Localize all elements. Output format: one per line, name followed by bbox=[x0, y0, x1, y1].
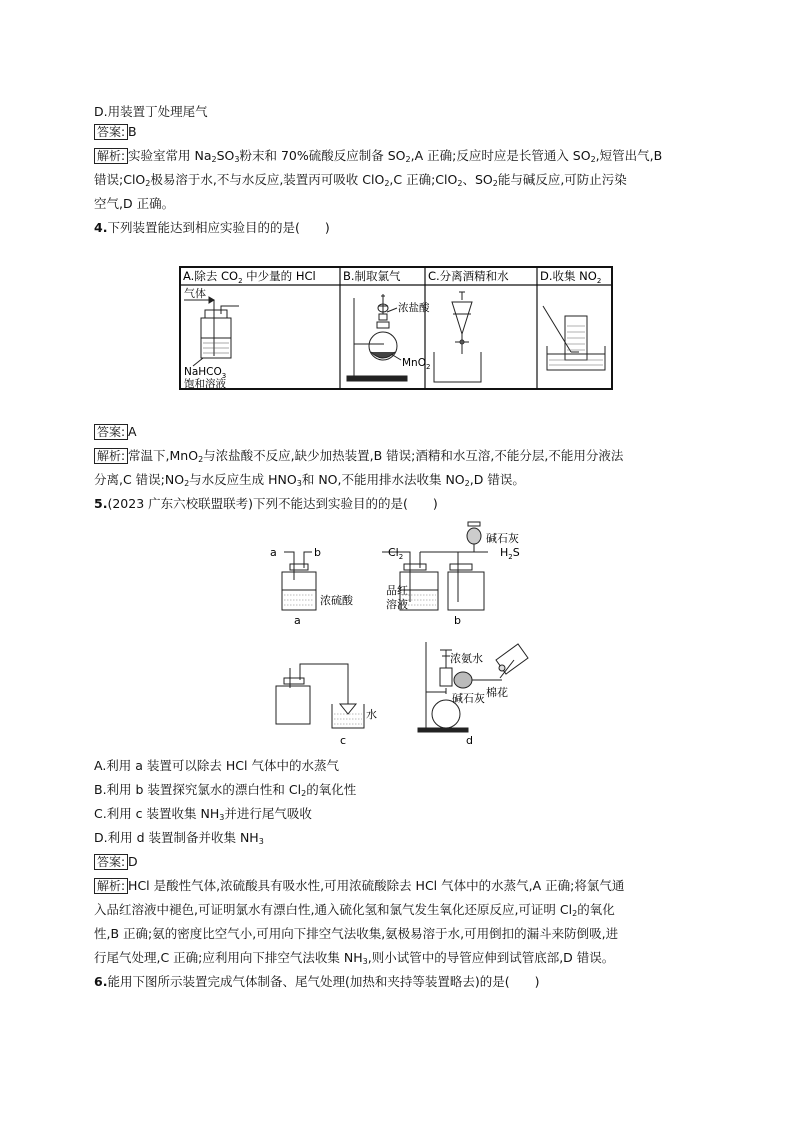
q3-explanation-line-1 bbox=[94, 148, 662, 164]
port-b-label: b bbox=[314, 546, 321, 559]
soda-lime-label: 碱石灰 bbox=[486, 532, 519, 545]
text: 常温下,MnO bbox=[128, 448, 199, 463]
question-number: 6. bbox=[94, 974, 108, 989]
wash-bottle-diagram bbox=[184, 286, 239, 366]
text: 的氧化性 bbox=[306, 782, 357, 797]
conc-hcl-label: 浓盐酸 bbox=[398, 302, 430, 314]
q5-answer bbox=[94, 854, 138, 870]
solution-label: 溶液 bbox=[386, 598, 408, 611]
text: HCl 是酸性气体,浓硫酸具有吸水性,可用浓硫酸除去 HCl 气体中的水蒸气,A 正确;将氯气通 bbox=[128, 878, 625, 893]
cotton-label: 棉花 bbox=[486, 686, 508, 699]
text: 与水反应生成 HNO bbox=[189, 472, 297, 487]
q4-explanation-line-1 bbox=[94, 448, 623, 464]
q6-stem bbox=[94, 974, 539, 990]
figure-label-a: a bbox=[294, 614, 301, 627]
port-a-label: a bbox=[270, 546, 277, 559]
explanation-label: 解析: bbox=[94, 878, 128, 894]
q3-explanation-line-2 bbox=[94, 172, 627, 188]
mno2-label: MnO$_2$ bbox=[402, 357, 431, 371]
question-text: (2023 广东六校联盟联考)下列不能达到实验目的的是( ) bbox=[107, 496, 438, 511]
question-number: 5. bbox=[94, 496, 108, 511]
saturated-solution-label: 饱和溶液 bbox=[184, 378, 226, 390]
q5-option-c bbox=[94, 806, 312, 822]
separatory-funnel-diagram bbox=[434, 292, 481, 382]
subscript: 2 bbox=[184, 479, 190, 488]
answer-label: 答案: bbox=[94, 124, 128, 140]
text: ,短管出气,B bbox=[595, 148, 663, 163]
subscript: 2 bbox=[572, 909, 578, 918]
text: 、SO bbox=[462, 172, 493, 187]
subscript: 2 bbox=[211, 155, 217, 164]
table-header-a: A.除去 $CO_2$ 中少量的 HCl bbox=[183, 269, 316, 285]
conc-sulfuric-acid-label: 浓硫酸 bbox=[320, 594, 353, 607]
figure-label-d: d bbox=[466, 734, 473, 747]
h2s-label: $H_2S$ bbox=[500, 546, 520, 561]
answer-label: 答案: bbox=[94, 854, 128, 870]
figure-label-b: b bbox=[454, 614, 461, 627]
question-text: 下列装置能达到相应实验目的的是( ) bbox=[107, 220, 330, 235]
q5-stem bbox=[94, 496, 438, 512]
answer-value: B bbox=[128, 124, 137, 139]
gas-label: 气体 bbox=[184, 287, 206, 300]
q5-option-a: A.利用 a 装置可以除去 HCl 气体中的水蒸气 bbox=[94, 758, 339, 773]
text: D.利用 d 装置制备并收集 NH bbox=[94, 830, 259, 845]
q4-explanation-line-2 bbox=[94, 472, 525, 488]
q5-explanation-line-1 bbox=[94, 878, 624, 894]
text: 粉末和 70%硫酸反应制备 SO bbox=[239, 148, 406, 163]
text: 并进行尾气吸收 bbox=[224, 806, 312, 821]
subscript: 2 bbox=[301, 789, 307, 798]
q5-explanation-line-4 bbox=[94, 950, 614, 966]
q5-option-d bbox=[94, 830, 264, 846]
gas-collection-diagram bbox=[543, 306, 605, 370]
text: 极易溶于水,不与水反应,装置丙可吸收 ClO bbox=[150, 172, 385, 187]
q3-explanation-line-3: 空气,D 正确。 bbox=[94, 196, 175, 211]
apparatus-a bbox=[282, 552, 316, 610]
text: ,A 正确;反应时应是长管通入 SO bbox=[410, 148, 591, 163]
text: ,C 正确;ClO bbox=[389, 172, 458, 187]
text: 入品红溶液中褪色,可证明氯水有漂白性,通入硫化氢和氯气发生氧化还原反应,可证明 Cl bbox=[94, 902, 573, 917]
explanation-label: 解析: bbox=[94, 448, 128, 464]
subscript: 2 bbox=[464, 479, 470, 488]
q4-answer bbox=[94, 424, 137, 440]
water-label: 水 bbox=[366, 708, 377, 721]
answer-label: 答案: bbox=[94, 424, 128, 440]
text: 错误;ClO bbox=[94, 172, 146, 187]
subscript: 2 bbox=[405, 155, 411, 164]
subscript: 2 bbox=[384, 179, 390, 188]
conc-ammonia-label: 浓氨水 bbox=[450, 652, 483, 665]
text: 和 NO,不能用排水法收集 NO bbox=[301, 472, 465, 487]
question-text: 能用下图所示装置完成气体制备、尾气处理(加热和夹持等装置略去)的是( ) bbox=[107, 974, 540, 989]
apparatus-c bbox=[276, 664, 364, 728]
q5-option-b bbox=[94, 782, 356, 798]
text: ,则小试管中的导管应伸到试管底部,D 错误。 bbox=[367, 950, 615, 965]
text: 能与碱反应,可防止污染 bbox=[497, 172, 627, 187]
subscript: 2 bbox=[198, 455, 204, 464]
subscript: 3 bbox=[219, 813, 225, 822]
text: 的氧化 bbox=[577, 902, 615, 917]
table-header-b: B.制取氯气 bbox=[343, 269, 401, 283]
q4-apparatus-table bbox=[179, 266, 613, 390]
fuchsine-label: 品红 bbox=[386, 584, 408, 597]
text: 实验室常用 Na bbox=[128, 148, 212, 163]
q3-answer bbox=[94, 124, 137, 140]
cl2-label: $Cl_2$ bbox=[388, 546, 404, 561]
q5-explanation-line-3: 性,B 正确;氨的密度比空气小,可用向下排空气法收集,氨极易溶于水,可用倒扣的漏斗来防倒吸,进 bbox=[94, 926, 619, 941]
subscript: 3 bbox=[258, 837, 264, 846]
figure-label-c: c bbox=[340, 734, 347, 747]
answer-value: D bbox=[128, 854, 138, 869]
subscript: 2 bbox=[492, 179, 498, 188]
subscript: 3 bbox=[296, 479, 302, 488]
text: B.利用 b 装置探究氯水的漂白性和 Cl bbox=[94, 782, 302, 797]
subscript: 2 bbox=[457, 179, 463, 188]
text: 与浓盐酸不反应,缺少加热装置,B 错误;酒精和水互溶,不能分层,不能用分液法 bbox=[203, 448, 624, 463]
text: 分离,C 错误;NO bbox=[94, 472, 185, 487]
answer-value: A bbox=[128, 424, 137, 439]
q5-apparatus-figure bbox=[260, 518, 540, 750]
option-d-text: D.用装置丁处理尾气 bbox=[94, 104, 208, 119]
soda-lime-label-d: 碱石灰 bbox=[452, 692, 485, 705]
q4-stem bbox=[94, 220, 330, 236]
subscript: 2 bbox=[590, 155, 596, 164]
text: ,D 错误。 bbox=[469, 472, 525, 487]
explanation-label: 解析: bbox=[94, 148, 128, 164]
text: SO bbox=[216, 148, 235, 163]
subscript: 3 bbox=[362, 957, 368, 966]
subscript: 3 bbox=[234, 155, 240, 164]
nahco3-label: NaHCO$_3$ bbox=[184, 366, 227, 380]
q5-explanation-line-2 bbox=[94, 902, 615, 918]
text: C.利用 c 装置收集 NH bbox=[94, 806, 220, 821]
subscript: 2 bbox=[145, 179, 151, 188]
question-number: 4. bbox=[94, 220, 108, 235]
text: 行尾气处理,C 正确;应利用向下排空气法收集 NH bbox=[94, 950, 363, 965]
table-header-d: D.收集 $NO_2$ bbox=[540, 269, 602, 285]
table-header-c: C.分离酒精和水 bbox=[428, 269, 509, 283]
